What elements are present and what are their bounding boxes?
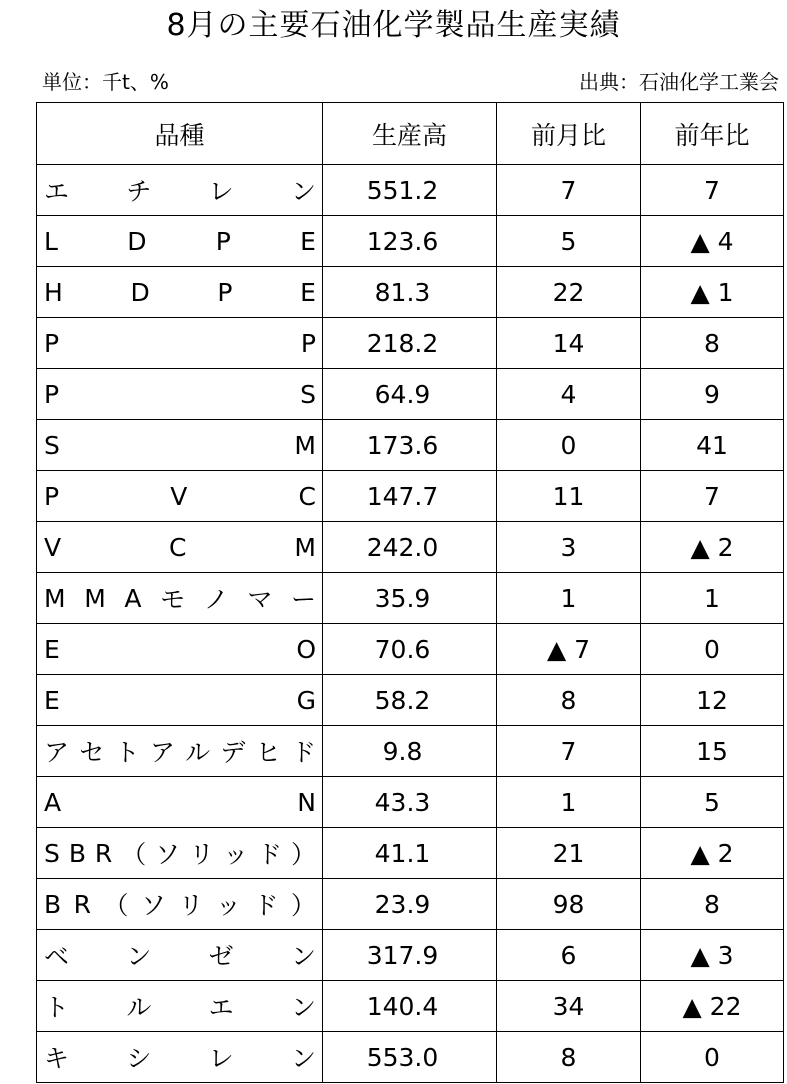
table-row: [37, 981, 784, 1032]
production-value: 317.9: [323, 930, 497, 981]
production-value: 242.0: [323, 522, 497, 573]
table-body: [37, 165, 784, 1083]
product-name: [37, 420, 322, 470]
yoy-value: ▲ 2: [641, 522, 784, 573]
product-name-char: ン: [290, 1044, 316, 1073]
table-row: [37, 1032, 784, 1083]
production-value: 81.3: [323, 267, 497, 318]
product-name-char: レ: [208, 177, 234, 206]
product-name: [37, 930, 322, 980]
product-name-char: ル: [185, 738, 211, 767]
table-row: [37, 828, 784, 879]
product-name: [37, 471, 322, 521]
yoy-value: 0: [641, 624, 784, 675]
table-row: [37, 420, 784, 471]
yoy-value: 5: [641, 777, 784, 828]
product-name-char: （: [121, 840, 147, 869]
yoy-value: ▲ 3: [641, 930, 784, 981]
mom-value: 11: [497, 471, 641, 522]
product-name-char: M: [294, 532, 316, 562]
product-name: [37, 267, 322, 317]
mom-value: 7: [497, 165, 641, 216]
product-name: [37, 1032, 322, 1082]
product-name-char: R: [94, 838, 113, 868]
product-name-char: マ: [247, 585, 273, 614]
mom-value: 98: [497, 879, 641, 930]
mom-value: 8: [497, 1032, 641, 1083]
production-value: 41.1: [323, 828, 497, 879]
production-value: 9.8: [323, 726, 497, 777]
mom-value: 21: [497, 828, 641, 879]
table-row: [37, 573, 784, 624]
product-name-char: エ: [208, 993, 234, 1022]
product-name-cell: [37, 318, 323, 369]
product-name-cell: [37, 420, 323, 471]
mom-value: 5: [497, 216, 641, 267]
yoy-value: 8: [641, 879, 784, 930]
product-name-char: O: [296, 634, 316, 664]
product-name-char: デ: [220, 738, 246, 767]
production-value: 43.3: [323, 777, 497, 828]
production-table: [36, 102, 784, 1083]
mom-value: 0: [497, 420, 641, 471]
product-name-char: モ: [160, 585, 186, 614]
product-name-char: V: [170, 481, 188, 511]
header-yoy: 前年比: [641, 103, 784, 165]
product-name-char: ト: [44, 993, 70, 1022]
product-name-char: レ: [208, 1044, 234, 1073]
product-name-cell: [37, 726, 323, 777]
production-value: 147.7: [323, 471, 497, 522]
product-name-char: E: [300, 277, 316, 307]
product-name-char: ト: [114, 738, 140, 767]
table-row: [37, 318, 784, 369]
table-row: [37, 879, 784, 930]
product-name-char: リ: [189, 840, 215, 869]
product-name-char: チ: [126, 177, 152, 206]
product-name-cell: [37, 471, 323, 522]
unit-label: 単位：千t、%: [42, 70, 169, 94]
production-value: 551.2: [323, 165, 497, 216]
product-name: [37, 522, 322, 572]
product-name-char: B: [68, 838, 86, 868]
product-name: [37, 216, 322, 266]
product-name-char: G: [296, 685, 316, 715]
product-name-char: ゼ: [208, 942, 234, 971]
yoy-value: ▲ 2: [641, 828, 784, 879]
product-name-char: ヒ: [255, 738, 281, 767]
table-row: [37, 267, 784, 318]
table-row: [37, 216, 784, 267]
product-name-char: ン: [290, 177, 316, 206]
product-name-cell: [37, 522, 323, 573]
table-header-row: [37, 103, 784, 165]
product-name-char: キ: [44, 1044, 70, 1073]
product-name-cell: [37, 675, 323, 726]
table-row: [37, 624, 784, 675]
product-name-char: ッ: [223, 840, 249, 869]
product-name-char: E: [300, 226, 316, 256]
mom-value: 1: [497, 573, 641, 624]
production-value: 64.9: [323, 369, 497, 420]
table-row: [37, 675, 784, 726]
product-name-cell: [37, 828, 323, 879]
product-name-char: P: [300, 328, 316, 358]
product-name-cell: [37, 879, 323, 930]
yoy-value: 7: [641, 165, 784, 216]
product-name-char: シ: [126, 1044, 152, 1073]
production-value: 173.6: [323, 420, 497, 471]
yoy-value: ▲ 4: [641, 216, 784, 267]
product-name-cell: [37, 1032, 323, 1083]
page-title: 8月の主要石油化学製品生産実績: [166, 8, 621, 43]
product-name-char: ）: [290, 840, 316, 869]
table-row: [37, 777, 784, 828]
product-name-char: D: [130, 277, 150, 307]
table-row: [37, 522, 784, 573]
product-name-cell: [37, 216, 323, 267]
yoy-value: 12: [641, 675, 784, 726]
product-name-char: ド: [290, 738, 316, 767]
table-row: [37, 471, 784, 522]
product-name-char: D: [127, 226, 147, 256]
product-name-char: S: [300, 379, 316, 409]
yoy-value: ▲ 1: [641, 267, 784, 318]
product-name-char: ソ: [140, 891, 166, 920]
production-value: 58.2: [323, 675, 497, 726]
product-name-cell: [37, 369, 323, 420]
product-name-char: ル: [126, 993, 152, 1022]
product-name-cell: [37, 930, 323, 981]
product-name-char: リ: [178, 891, 204, 920]
product-name: [37, 981, 322, 1031]
product-name-char: ノ: [203, 585, 229, 614]
source-label: 出典：石油化学工業会: [579, 70, 779, 94]
mom-value: 34: [497, 981, 641, 1032]
table-row: [37, 726, 784, 777]
product-name-char: ア: [149, 738, 175, 767]
mom-value: 1: [497, 777, 641, 828]
product-name: [37, 675, 322, 725]
mom-value: 22: [497, 267, 641, 318]
product-name-char: P: [44, 481, 60, 511]
product-name-char: ン: [290, 993, 316, 1022]
mom-value: 3: [497, 522, 641, 573]
product-name-char: ッ: [215, 891, 241, 920]
yoy-value: 0: [641, 1032, 784, 1083]
table-row: [37, 930, 784, 981]
mom-value: 6: [497, 930, 641, 981]
product-name-char: M: [44, 583, 66, 613]
product-name-cell: [37, 624, 323, 675]
production-value: 70.6: [323, 624, 497, 675]
product-name-char: L: [44, 226, 58, 256]
yoy-value: 8: [641, 318, 784, 369]
mom-value: 8: [497, 675, 641, 726]
production-value: 123.6: [323, 216, 497, 267]
production-value: 35.9: [323, 573, 497, 624]
product-name-char: P: [217, 277, 233, 307]
product-name-char: ン: [126, 942, 152, 971]
product-name-char: A: [44, 787, 62, 817]
product-name-cell: [37, 777, 323, 828]
product-name-char: E: [44, 634, 60, 664]
product-name: [37, 777, 322, 827]
product-name-cell: [37, 981, 323, 1032]
table-row: [37, 369, 784, 420]
product-name-char: M: [84, 583, 106, 613]
header-name: 品種: [37, 103, 323, 165]
product-name-char: ド: [257, 840, 283, 869]
product-name: [37, 318, 322, 368]
product-name-char: B: [44, 889, 62, 919]
product-name-char: E: [44, 685, 60, 715]
product-name-char: エ: [44, 177, 70, 206]
product-name-char: A: [124, 583, 142, 613]
table-row: [37, 165, 784, 216]
production-value: 23.9: [323, 879, 497, 930]
production-value: 218.2: [323, 318, 497, 369]
product-name-char: ア: [44, 738, 70, 767]
product-name: [37, 573, 322, 623]
product-name-char: ）: [290, 891, 316, 920]
product-name-char: R: [73, 889, 91, 919]
product-name-char: ド: [253, 891, 279, 920]
product-name-char: C: [169, 532, 187, 562]
production-value: 140.4: [323, 981, 497, 1032]
yoy-value: 7: [641, 471, 784, 522]
product-name: [37, 165, 322, 215]
mom-value: 14: [497, 318, 641, 369]
product-name-char: H: [44, 277, 63, 307]
yoy-value: 1: [641, 573, 784, 624]
product-name-char: （: [103, 891, 129, 920]
product-name-cell: [37, 573, 323, 624]
product-name-char: ー: [290, 585, 316, 614]
mom-value: 7: [497, 726, 641, 777]
product-name-char: S: [44, 430, 60, 460]
product-name-char: セ: [79, 738, 105, 767]
mom-value: 4: [497, 369, 641, 420]
product-name-char: N: [297, 787, 316, 817]
yoy-value: ▲ 22: [641, 981, 784, 1032]
header-mom: 前月比: [497, 103, 641, 165]
yoy-value: 15: [641, 726, 784, 777]
product-name-char: P: [44, 379, 60, 409]
product-name: [37, 624, 322, 674]
product-name-cell: [37, 165, 323, 216]
product-name: [37, 879, 322, 929]
mom-value: ▲ 7: [497, 624, 641, 675]
product-name-char: C: [298, 481, 316, 511]
product-name-char: M: [294, 430, 316, 460]
product-name-char: ン: [290, 942, 316, 971]
production-value: 553.0: [323, 1032, 497, 1083]
product-name: [37, 369, 322, 419]
product-name-char: P: [44, 328, 60, 358]
header-production: 生産高: [323, 103, 497, 165]
product-name-char: ソ: [155, 840, 181, 869]
product-name-char: ベ: [44, 942, 70, 971]
product-name-cell: [37, 267, 323, 318]
product-name: [37, 828, 322, 878]
product-name-char: V: [44, 532, 62, 562]
product-name: [37, 726, 322, 776]
product-name-char: S: [44, 838, 60, 868]
yoy-value: 9: [641, 369, 784, 420]
product-name-char: P: [215, 226, 231, 256]
yoy-value: 41: [641, 420, 784, 471]
